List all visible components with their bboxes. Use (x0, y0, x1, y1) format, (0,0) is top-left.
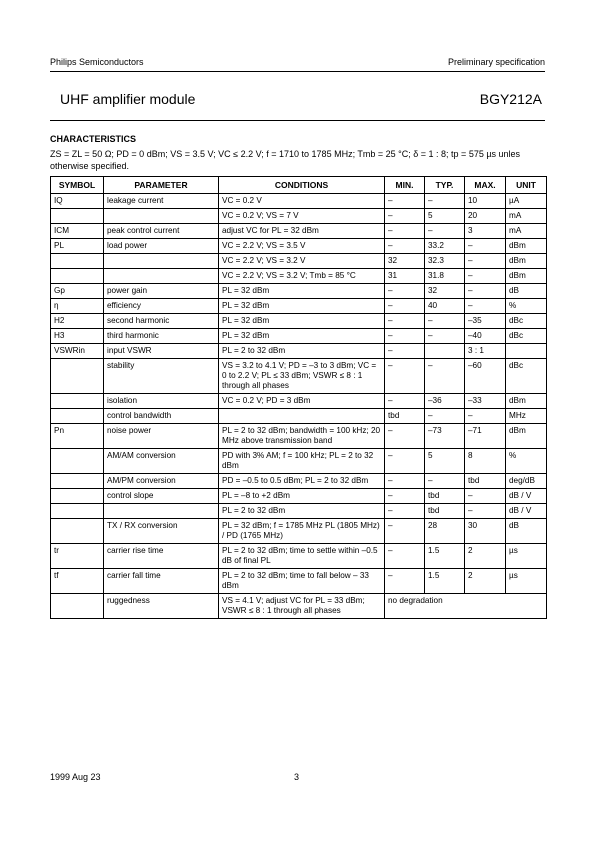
cell-symbol: IQ (51, 194, 104, 209)
cell-max: 30 (465, 519, 506, 544)
cell-parameter: noise power (104, 424, 219, 449)
cell-parameter (104, 209, 219, 224)
cell-symbol (51, 394, 104, 409)
cell-unit: dB (506, 519, 547, 544)
cell-typ (425, 344, 465, 359)
document-status: Preliminary specification (447, 57, 545, 67)
cell-unit: dBm (506, 269, 547, 284)
cell-typ: 1.5 (425, 544, 465, 569)
cell-typ: – (425, 194, 465, 209)
cell-typ: 5 (425, 449, 465, 474)
cell-symbol (51, 489, 104, 504)
cell-parameter: load power (104, 239, 219, 254)
cell-typ: – (425, 224, 465, 239)
cell-unit: dBc (506, 314, 547, 329)
table-header-row (51, 177, 547, 194)
cell-conditions: VC = 0.2 V; VS = 7 V (219, 209, 385, 224)
cell-typ: – (425, 329, 465, 344)
title-rule (50, 120, 545, 121)
part-number: BGY212A (479, 91, 542, 107)
cell-conditions: VC = 2.2 V; VS = 3.2 V (219, 254, 385, 269)
cell-unit: % (506, 449, 547, 474)
cell-parameter: isolation (104, 394, 219, 409)
cell-max: – (465, 299, 506, 314)
cell-unit: dBc (506, 329, 547, 344)
header-rule (50, 71, 545, 72)
table-row (51, 224, 547, 239)
cell-parameter: AM/AM conversion (104, 449, 219, 474)
col-symbol: SYMBOL (51, 177, 104, 194)
table-row (51, 409, 547, 424)
table-row (51, 489, 547, 504)
cell-symbol: H3 (51, 329, 104, 344)
cell-symbol: ICM (51, 224, 104, 239)
conditions-line-1: ZS = ZL = 50 Ω; PD = 0 dBm; VS = 3.5 V; VC ≤ 2.2 V; f = 1710 to 1785 MHz; Tmb = 25 °C; δ = 1 : 8; tp = 575 µs unles (50, 149, 521, 159)
cell-symbol: η (51, 299, 104, 314)
cell-unit: µA (506, 194, 547, 209)
cell-parameter: second harmonic (104, 314, 219, 329)
cell-parameter: stability (104, 359, 219, 394)
cell-result: no degradation (385, 594, 547, 619)
cell-conditions: adjust VC for PL = 32 dBm (219, 224, 385, 239)
cell-max: tbd (465, 474, 506, 489)
table-row (51, 359, 547, 394)
cell-conditions: VS = 4.1 V; adjust VC for PL = 33 dBm; VSWR ≤ 8 : 1 through all phases (219, 594, 385, 619)
section-title: CHARACTERISTICS (50, 134, 137, 144)
cell-min: – (385, 284, 425, 299)
cell-conditions: PL = 32 dBm (219, 284, 385, 299)
cell-symbol (51, 504, 104, 519)
cell-conditions: VS = 3.2 to 4.1 V; PD = –3 to 3 dBm; VC = 0 to 2.2 V; PL ≤ 33 dBm; VSWR ≤ 8 : 1 through all phases (219, 359, 385, 394)
cell-symbol: H2 (51, 314, 104, 329)
cell-unit: dBm (506, 254, 547, 269)
cell-conditions (219, 409, 385, 424)
company-name: Philips Semiconductors (50, 57, 144, 67)
cell-parameter: input VSWR (104, 344, 219, 359)
table-row (51, 519, 547, 544)
cell-typ: 5 (425, 209, 465, 224)
cell-parameter: carrier rise time (104, 544, 219, 569)
cell-min: – (385, 314, 425, 329)
cell-max: – (465, 409, 506, 424)
general-conditions (50, 148, 545, 172)
table-row (51, 239, 547, 254)
cell-parameter: control bandwidth (104, 409, 219, 424)
table-row (51, 299, 547, 314)
cell-min: – (385, 299, 425, 314)
table-row (51, 474, 547, 489)
table-row (51, 449, 547, 474)
document-title: UHF amplifier module (60, 91, 196, 107)
cell-unit: mA (506, 224, 547, 239)
cell-unit: % (506, 299, 547, 314)
col-parameter: PARAMETER (104, 177, 219, 194)
cell-symbol: PL (51, 239, 104, 254)
cell-unit: µs (506, 544, 547, 569)
cell-unit: MHz (506, 409, 547, 424)
cell-conditions: PL = –8 to +2 dBm (219, 489, 385, 504)
cell-conditions: PL = 32 dBm (219, 314, 385, 329)
cell-conditions: VC = 0.2 V (219, 194, 385, 209)
cell-max: 3 : 1 (465, 344, 506, 359)
cell-min: – (385, 569, 425, 594)
cell-max: 20 (465, 209, 506, 224)
cell-max: 10 (465, 194, 506, 209)
cell-conditions: PL = 2 to 32 dBm; bandwidth = 100 kHz; 20 MHz above transmission band (219, 424, 385, 449)
cell-parameter: control slope (104, 489, 219, 504)
cell-max: 8 (465, 449, 506, 474)
cell-conditions: PD with 3% AM; f = 100 kHz; PL = 2 to 32 dBm (219, 449, 385, 474)
cell-max: – (465, 489, 506, 504)
cell-conditions: PL = 32 dBm (219, 299, 385, 314)
cell-parameter: third harmonic (104, 329, 219, 344)
cell-min: – (385, 424, 425, 449)
cell-max: – (465, 504, 506, 519)
col-min: MIN. (385, 177, 425, 194)
cell-min: tbd (385, 409, 425, 424)
cell-parameter: ruggedness (104, 594, 219, 619)
cell-parameter: AM/PM conversion (104, 474, 219, 489)
cell-unit (506, 344, 547, 359)
cell-conditions: PL = 2 to 32 dBm (219, 344, 385, 359)
cell-min: – (385, 239, 425, 254)
cell-min: – (385, 519, 425, 544)
cell-min: – (385, 544, 425, 569)
cell-min: – (385, 194, 425, 209)
cell-unit: dB / V (506, 504, 547, 519)
cell-unit: dBc (506, 359, 547, 394)
cell-max: – (465, 284, 506, 299)
cell-symbol: tf (51, 569, 104, 594)
cell-max: – (465, 254, 506, 269)
cell-parameter: TX / RX conversion (104, 519, 219, 544)
cell-unit: dBm (506, 394, 547, 409)
cell-parameter: carrier fall time (104, 569, 219, 594)
cell-parameter (104, 269, 219, 284)
table-row (51, 394, 547, 409)
cell-parameter: power gain (104, 284, 219, 299)
cell-unit: dBm (506, 239, 547, 254)
cell-max: –35 (465, 314, 506, 329)
cell-symbol (51, 269, 104, 284)
cell-unit: µs (506, 569, 547, 594)
table-row (51, 269, 547, 284)
col-typ: TYP. (425, 177, 465, 194)
cell-min: – (385, 504, 425, 519)
cell-min: – (385, 209, 425, 224)
cell-symbol: Gp (51, 284, 104, 299)
cell-typ: 32.3 (425, 254, 465, 269)
table-row (51, 504, 547, 519)
cell-typ: 33.2 (425, 239, 465, 254)
table-row (51, 314, 547, 329)
table-row (51, 569, 547, 594)
cell-conditions: PD = –0.5 to 0.5 dBm; PL = 2 to 32 dBm (219, 474, 385, 489)
col-unit: UNIT (506, 177, 547, 194)
cell-symbol (51, 254, 104, 269)
cell-typ: tbd (425, 504, 465, 519)
cell-parameter (104, 504, 219, 519)
cell-conditions: VC = 2.2 V; VS = 3.2 V; Tmb = 85 °C (219, 269, 385, 284)
cell-conditions: PL = 32 dBm (219, 329, 385, 344)
cell-conditions: PL = 32 dBm; f = 1785 MHz PL (1805 MHz) / PD (1765 MHz) (219, 519, 385, 544)
table-row (51, 194, 547, 209)
table-row (51, 594, 547, 619)
cell-typ: – (425, 474, 465, 489)
cell-symbol (51, 519, 104, 544)
cell-parameter (104, 254, 219, 269)
cell-max: 2 (465, 569, 506, 594)
cell-parameter: efficiency (104, 299, 219, 314)
cell-typ: – (425, 314, 465, 329)
cell-symbol (51, 209, 104, 224)
cell-symbol (51, 359, 104, 394)
characteristics-table (50, 176, 547, 619)
cell-max: 2 (465, 544, 506, 569)
table-row (51, 209, 547, 224)
cell-conditions: PL = 2 to 32 dBm; time to settle within –0.5 dB of final PL (219, 544, 385, 569)
cell-min: – (385, 344, 425, 359)
cell-typ: tbd (425, 489, 465, 504)
cell-typ: –36 (425, 394, 465, 409)
table-row (51, 344, 547, 359)
table-row (51, 424, 547, 449)
table-row (51, 254, 547, 269)
table-row (51, 284, 547, 299)
cell-min: – (385, 359, 425, 394)
cell-conditions: PL = 2 to 32 dBm (219, 504, 385, 519)
cell-min: – (385, 489, 425, 504)
cell-max: – (465, 239, 506, 254)
cell-conditions: PL = 2 to 32 dBm; time to fall below – 33 dBm (219, 569, 385, 594)
cell-typ: 31.8 (425, 269, 465, 284)
cell-max: –33 (465, 394, 506, 409)
cell-min: – (385, 224, 425, 239)
cell-unit: mA (506, 209, 547, 224)
cell-symbol (51, 449, 104, 474)
cell-min: – (385, 394, 425, 409)
cell-min: – (385, 474, 425, 489)
cell-unit: dB / V (506, 489, 547, 504)
cell-typ: – (425, 359, 465, 394)
cell-typ: – (425, 409, 465, 424)
cell-conditions: VC = 2.2 V; VS = 3.5 V (219, 239, 385, 254)
cell-parameter: leakage current (104, 194, 219, 209)
cell-unit: dBm (506, 424, 547, 449)
cell-symbol (51, 594, 104, 619)
cell-symbol: Pn (51, 424, 104, 449)
cell-max: –71 (465, 424, 506, 449)
cell-max: 3 (465, 224, 506, 239)
table-row (51, 329, 547, 344)
cell-max: – (465, 269, 506, 284)
cell-conditions: VC = 0.2 V; PD = 3 dBm (219, 394, 385, 409)
page-number: 3 (294, 772, 300, 782)
cell-typ: 40 (425, 299, 465, 314)
conditions-line-2: otherwise specified. (50, 161, 130, 171)
cell-typ: 28 (425, 519, 465, 544)
col-conditions: CONDITIONS (219, 177, 385, 194)
cell-unit: dB (506, 284, 547, 299)
cell-typ: 1.5 (425, 569, 465, 594)
table-row (51, 544, 547, 569)
footer-date: 1999 Aug 23 (50, 772, 101, 782)
cell-typ: –73 (425, 424, 465, 449)
cell-symbol: VSWRin (51, 344, 104, 359)
cell-parameter: peak control current (104, 224, 219, 239)
cell-min: – (385, 329, 425, 344)
cell-max: –40 (465, 329, 506, 344)
cell-max: –60 (465, 359, 506, 394)
cell-symbol: tr (51, 544, 104, 569)
cell-min: 31 (385, 269, 425, 284)
cell-min: 32 (385, 254, 425, 269)
cell-symbol (51, 409, 104, 424)
col-max: MAX. (465, 177, 506, 194)
cell-unit: deg/dB (506, 474, 547, 489)
cell-symbol (51, 474, 104, 489)
cell-typ: 32 (425, 284, 465, 299)
cell-min: – (385, 449, 425, 474)
